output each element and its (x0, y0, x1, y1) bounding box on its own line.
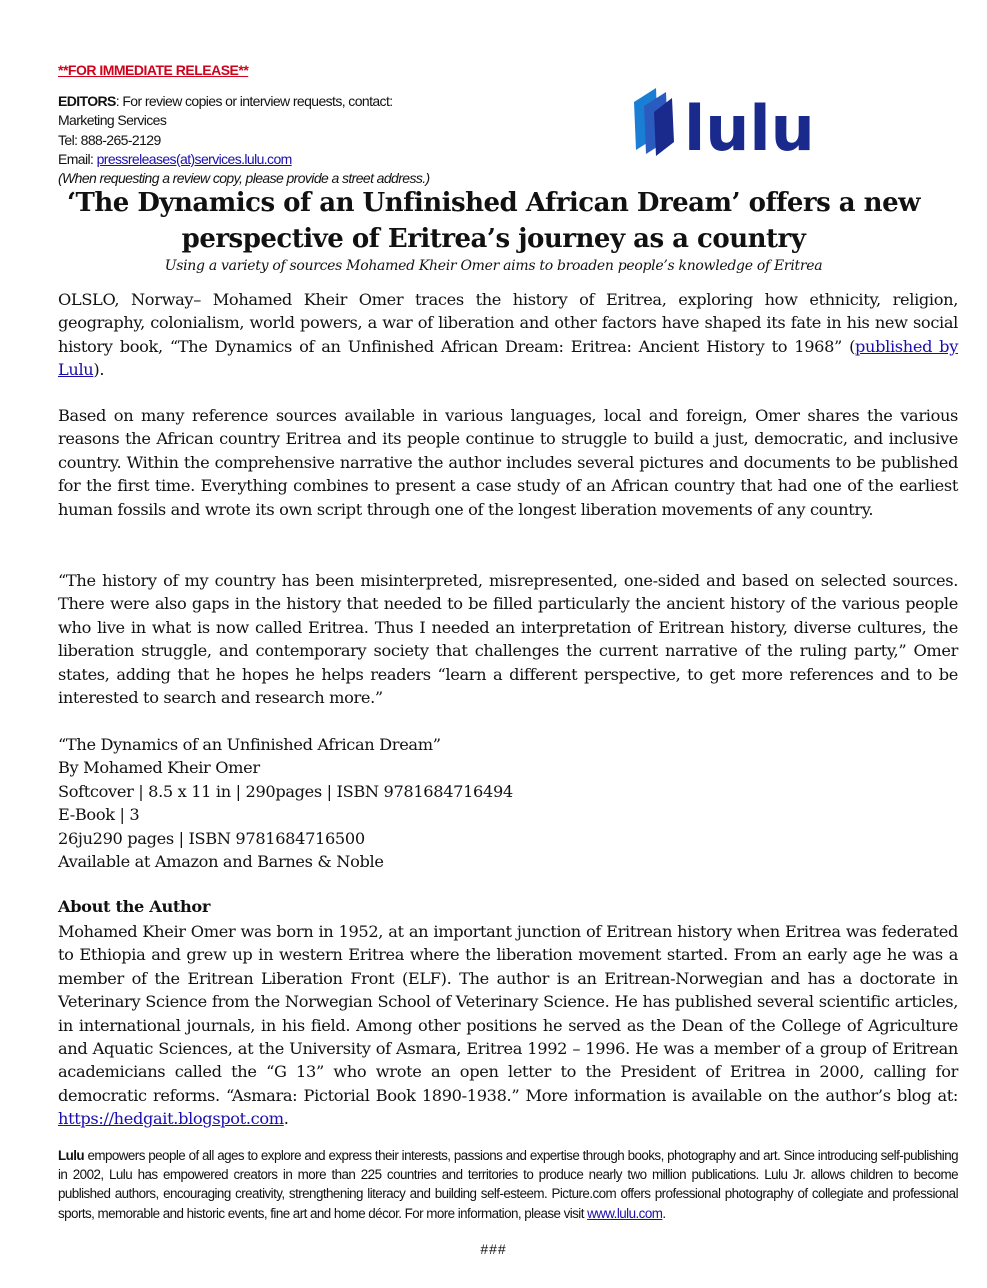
contact-department: Marketing Services (58, 112, 167, 129)
intro-paragraph: OLSLO, Norway– Mohamed Kheir Omer traces the history of Eritrea, exploring how ethnicity, religion, geography, colonialism, world powers, a war of liberation and other factors have shaped its fate in his new social history book, “The Dynamics of an Unfinished African Dream: Eritrea: Ancient History to 1968” (published by Lulu). (58, 290, 958, 380)
book-author-line: By Mohamed Kheir Omer (58, 758, 260, 778)
end-mark: ### (480, 1241, 507, 1257)
book-details (58, 733, 513, 873)
release-label: **FOR IMMEDIATE RELEASE** (58, 62, 249, 78)
headline: ‘The Dynamics of an Unfinished African Dream’ offers a new perspective of Eritrea’s journey as a country (66, 188, 921, 254)
book-title-line: “The Dynamics of an Unfinished African Dream” (58, 735, 441, 754)
book-icon (634, 88, 674, 156)
author-blog-link[interactable]: https://hedgait.blogspot.com (58, 1109, 284, 1129)
quote-paragraph: “The history of my country has been misinterpreted, misrepresented, one-sided and based on selected sources. There were also gaps in the history that needed to be filled particularly the ancient history of the various people who live in what is now called Eritrea. Thus I needed an interpretation of Eritrean history, diverse cultures, the liberation struggle, and contemporary society that challenges the current narrative of the ruling party,” Omer states, adding that he hopes he helps readers “learn a different perspective, to get more references and to be interested to search and research more.” (58, 571, 958, 708)
availability-line: Available at Amazon and Barnes & Noble (58, 852, 384, 872)
body-paragraph-2: Based on many reference sources available in various languages, local and foreign, Omer shares the various reasons the African country Eritrea and its people continue to struggle to build a just, democratic, and inclusive country. Within the comprehensive narrative the author includes several pictures and documents to be published for the first time. Everything combines to present a case study of an African country that had one of the earliest human fossils and wrote its own script through one of the longest liberation movements of any country. (58, 406, 958, 519)
ebook-isbn-line: 26ju290 pages | ISBN 9781684716500 (58, 828, 365, 848)
contact-block (58, 92, 430, 188)
boilerplate-brand: Lulu (58, 1148, 85, 1163)
about-author-paragraph: Mohamed Kheir Omer was born in 1952, at an important junction of Eritrean history when Eritrea was federated to Ethiopia and grew up in western Eritrea where the liberation movement started. From an early age he was a member of the Eritrean Liberation Front (ELF). The author is an Eritrean-Norwegian and has a doctorate in Veterinary Science from the Norwegian School of Veterinary Science. He has published several scientific articles, in international journals, in his field. Among other positions he served as the Dean of the College of Agriculture and Aquatic Sciences, at the University of Asmara, Eritrea 1992 – 1996. He was a member of a group of Eritrean academicians called the “G 13” who wrote an open letter to the President of Eritrea in 2000, calling for democratic reforms. “Asmara: Pictorial Book 1890-1938.” More information is available on the author’s blog at: https://hedgait.blogspot.com. (58, 922, 958, 1129)
ebook-line: E-Book | 3 (58, 805, 140, 825)
email-label: Email: (58, 150, 97, 167)
lulu-website-link[interactable]: www.lulu.com (587, 1205, 663, 1221)
email-line (58, 150, 430, 169)
published-by-lulu-link[interactable]: published by Lulu (58, 336, 958, 380)
editors-text: : For review copies or interview requests, contact: (115, 93, 393, 109)
editors-label: EDITORS (58, 93, 116, 109)
subheadline: Using a variety of sources Mohamed Kheir Omer aims to broaden people’s knowledge of Eritrea (164, 258, 823, 274)
contact-phone: Tel: 888-265-2129 (58, 131, 161, 148)
lulu-logo (628, 84, 818, 158)
editors-line (58, 92, 430, 111)
about-author-heading: About the Author (58, 897, 211, 916)
email-link[interactable]: pressreleases(at)services.lulu.com (96, 150, 292, 167)
lulu-boilerplate: Lulu empowers people of all ages to explore and express their interests, passions and expertise through books, photography and art. Since introducing self-publishing in 2002, Lulu has empowered creators in more than 225 countries and territories to produce nearly two million publications. Lulu Jr. allows children to become published authors, encouraging creativity, strengthening literacy and building self-esteem. Picture.com offers professional photography of collegiate and professional sports, memorable and historic events, fine art and home décor. For more information, please visit www.lulu.com. (58, 1148, 958, 1221)
logo-wordmark: lulu (684, 92, 815, 158)
softcover-line: Softcover | 8.5 x 11 in | 290pages | ISBN 9781684716494 (58, 781, 513, 801)
review-copy-note: (When requesting a review copy, please provide a street address.) (58, 170, 430, 187)
